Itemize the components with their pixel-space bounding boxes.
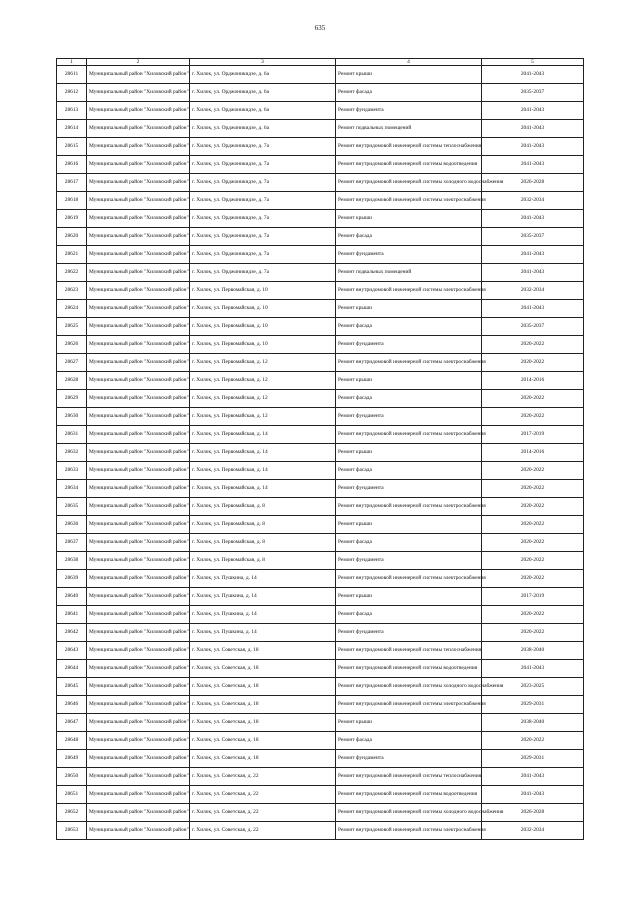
address-cell: г. Хилок, ул. Орджоникидзе, д. 7а: [190, 210, 336, 228]
work-type-cell: Ремонт фасада: [336, 606, 482, 624]
municipality-cell: Муниципальный район "Хиловский район": [87, 552, 190, 570]
row-number: 28612: [57, 84, 87, 102]
table-row: [57, 606, 584, 624]
work-type-cell: Ремонт крыши: [336, 714, 482, 732]
row-number: 28619: [57, 210, 87, 228]
address-cell: г. Хилок, ул. Первомайская, д. 8: [190, 552, 336, 570]
period-cell: 2041-2043: [482, 264, 584, 282]
address-cell: г. Хилок, ул. Пушкина, д. 14: [190, 588, 336, 606]
period-cell: 2020-2022: [482, 480, 584, 498]
address-cell: г. Хилок, ул. Советская, д. 18: [190, 750, 336, 768]
period-cell: 2023-2025: [482, 678, 584, 696]
row-number: 28628: [57, 372, 87, 390]
address-cell: г. Хилок, ул. Советская, д. 22: [190, 768, 336, 786]
address-cell: г. Хилок, ул. Орджоникидзе, д. 6а: [190, 120, 336, 138]
table-row: [57, 498, 584, 516]
address-cell: г. Хилок, ул. Орджоникидзе, д. 7а: [190, 264, 336, 282]
row-number: 28613: [57, 102, 87, 120]
address-cell: г. Хилок, ул. Первомайская, д. 10: [190, 336, 336, 354]
municipality-cell: Муниципальный район "Хиловский район": [87, 678, 190, 696]
work-type-cell: Ремонт фасада: [336, 318, 482, 336]
row-number: 28621: [57, 246, 87, 264]
municipality-cell: Муниципальный район "Хиловский район": [87, 822, 190, 840]
period-cell: 2041-2043: [482, 138, 584, 156]
work-type-cell: Ремонт фундамента: [336, 750, 482, 768]
period-cell: 2029-2031: [482, 750, 584, 768]
period-cell: 2032-2034: [482, 192, 584, 210]
work-type-cell: Ремонт фасада: [336, 390, 482, 408]
period-cell: 2041-2043: [482, 210, 584, 228]
period-cell: 2020-2022: [482, 534, 584, 552]
work-type-cell: Ремонт крыши: [336, 372, 482, 390]
municipality-cell: Муниципальный район "Хиловский район": [87, 462, 190, 480]
period-cell: 2035-2037: [482, 318, 584, 336]
municipality-cell: Муниципальный район "Хиловский район": [87, 156, 190, 174]
municipality-cell: Муниципальный район "Хиловский район": [87, 390, 190, 408]
municipality-cell: Муниципальный район "Хиловский район": [87, 660, 190, 678]
address-cell: г. Хилок, ул. Советская, д. 18: [190, 660, 336, 678]
work-type-cell: Ремонт внутридомовой инженерной системы водоотведения: [336, 156, 482, 174]
row-number: 28636: [57, 516, 87, 534]
address-cell: г. Хилок, ул. Орджоникидзе, д. 6а: [190, 102, 336, 120]
table-row: [57, 318, 584, 336]
municipality-cell: Муниципальный район "Хиловский район": [87, 498, 190, 516]
address-cell: г. Хилок, ул. Первомайская, д. 14: [190, 480, 336, 498]
municipality-cell: Муниципальный район "Хиловский район": [87, 246, 190, 264]
municipality-cell: Муниципальный район "Хиловский район": [87, 318, 190, 336]
period-cell: 2035-2037: [482, 84, 584, 102]
address-cell: г. Хилок, ул. Советская, д. 22: [190, 804, 336, 822]
work-type-cell: Ремонт внутридомовой инженерной системы электроснабжения: [336, 354, 482, 372]
address-cell: г. Хилок, ул. Орджоникидзе, д. 6а: [190, 66, 336, 84]
row-number: 28635: [57, 498, 87, 516]
address-cell: г. Хилок, ул. Первомайская, д. 10: [190, 282, 336, 300]
table-row: [57, 804, 584, 822]
table-row: [57, 750, 584, 768]
table-row: [57, 156, 584, 174]
period-cell: 2020-2022: [482, 462, 584, 480]
period-cell: 2020-2022: [482, 336, 584, 354]
table-row: [57, 714, 584, 732]
work-type-cell: Ремонт крыши: [336, 210, 482, 228]
address-cell: г. Хилок, ул. Первомайская, д. 12: [190, 390, 336, 408]
municipality-cell: Муниципальный район "Хиловский район": [87, 804, 190, 822]
period-cell: 2020-2022: [482, 570, 584, 588]
table-header-row: [57, 59, 584, 66]
municipality-cell: Муниципальный район "Хиловский район": [87, 642, 190, 660]
municipality-cell: Муниципальный район "Хиловский район": [87, 516, 190, 534]
table-row: [57, 534, 584, 552]
municipality-cell: Муниципальный район "Хиловский район": [87, 588, 190, 606]
row-number: 28627: [57, 354, 87, 372]
period-cell: 2032-2034: [482, 282, 584, 300]
municipality-cell: Муниципальный район "Хиловский район": [87, 138, 190, 156]
address-cell: г. Хилок, ул. Первомайская, д. 14: [190, 462, 336, 480]
row-number: 28639: [57, 570, 87, 588]
work-type-cell: Ремонт внутридомовой инженерной системы теплоснабжения: [336, 642, 482, 660]
row-number: 28647: [57, 714, 87, 732]
municipality-cell: Муниципальный район "Хиловский район": [87, 228, 190, 246]
table-row: [57, 336, 584, 354]
period-cell: 2020-2022: [482, 552, 584, 570]
table-row: [57, 624, 584, 642]
work-type-cell: Ремонт внутридомовой инженерной системы электроснабжения: [336, 426, 482, 444]
period-cell: 2038-2040: [482, 714, 584, 732]
table-row: [57, 768, 584, 786]
row-number: 28626: [57, 336, 87, 354]
period-cell: 2041-2043: [482, 246, 584, 264]
row-number: 28637: [57, 534, 87, 552]
work-type-cell: Ремонт внутридомовой инженерной системы электроснабжения: [336, 822, 482, 840]
period-cell: 2026-2028: [482, 804, 584, 822]
table-row: [57, 786, 584, 804]
address-cell: г. Хилок, ул. Орджоникидзе, д. 7а: [190, 174, 336, 192]
address-cell: г. Хилок, ул. Пушкина, д. 14: [190, 624, 336, 642]
row-number: 28641: [57, 606, 87, 624]
work-type-cell: Ремонт крыши: [336, 516, 482, 534]
address-cell: г. Хилок, ул. Пушкина, д. 14: [190, 606, 336, 624]
row-number: 28646: [57, 696, 87, 714]
row-number: 28614: [57, 120, 87, 138]
row-number: 28616: [57, 156, 87, 174]
row-number: 28653: [57, 822, 87, 840]
table-row: [57, 174, 584, 192]
period-cell: 2041-2043: [482, 156, 584, 174]
municipality-cell: Муниципальный район "Хиловский район": [87, 300, 190, 318]
municipality-cell: Муниципальный район "Хиловский район": [87, 174, 190, 192]
period-cell: 2020-2022: [482, 624, 584, 642]
column-header-municipality: 2: [87, 59, 190, 66]
column-header-work-type: 4: [336, 59, 482, 66]
work-type-cell: Ремонт внутридомовой инженерной системы электроснабжения: [336, 570, 482, 588]
address-cell: г. Хилок, ул. Орджоникидзе, д. 7а: [190, 156, 336, 174]
municipality-cell: Муниципальный район "Хиловский район": [87, 768, 190, 786]
table-row: [57, 300, 584, 318]
table-row: [57, 192, 584, 210]
municipality-cell: Муниципальный район "Хиловский район": [87, 570, 190, 588]
work-type-cell: Ремонт внутридомовой инженерной системы холодного водоснабжения: [336, 174, 482, 192]
table-row: [57, 678, 584, 696]
work-type-cell: Ремонт фундамента: [336, 624, 482, 642]
period-cell: 2041-2043: [482, 300, 584, 318]
municipality-cell: Муниципальный район "Хиловский район": [87, 120, 190, 138]
period-cell: 2020-2022: [482, 606, 584, 624]
row-number: 28631: [57, 426, 87, 444]
work-type-cell: Ремонт внутридомовой инженерной системы электроснабжения: [336, 498, 482, 516]
municipality-cell: Муниципальный район "Хиловский район": [87, 354, 190, 372]
address-cell: г. Хилок, ул. Советская, д. 18: [190, 732, 336, 750]
work-type-cell: Ремонт фундамента: [336, 336, 482, 354]
address-cell: г. Хилок, ул. Первомайская, д. 8: [190, 534, 336, 552]
work-type-cell: Ремонт фундамента: [336, 246, 482, 264]
municipality-cell: Муниципальный район "Хиловский район": [87, 372, 190, 390]
table-row: [57, 138, 584, 156]
table-row: [57, 426, 584, 444]
municipality-cell: Муниципальный район "Хиловский район": [87, 624, 190, 642]
table-row: [57, 822, 584, 840]
municipality-cell: Муниципальный район "Хиловский район": [87, 336, 190, 354]
address-cell: г. Хилок, ул. Орджоникидзе, д. 6а: [190, 84, 336, 102]
table-row: [57, 228, 584, 246]
work-type-cell: Ремонт внутридомовой инженерной системы теплоснабжения: [336, 138, 482, 156]
row-number: 28617: [57, 174, 87, 192]
period-cell: 2014-2016: [482, 444, 584, 462]
address-cell: г. Хилок, ул. Орджоникидзе, д. 7а: [190, 228, 336, 246]
municipality-cell: Муниципальный район "Хиловский район": [87, 66, 190, 84]
table-row: [57, 120, 584, 138]
period-cell: 2041-2043: [482, 768, 584, 786]
column-header-address: 3: [190, 59, 336, 66]
work-type-cell: Ремонт фасада: [336, 84, 482, 102]
period-cell: 2041-2043: [482, 660, 584, 678]
row-number: 28629: [57, 390, 87, 408]
row-number: 28643: [57, 642, 87, 660]
page-number: 635: [314, 24, 326, 32]
work-type-cell: Ремонт фасада: [336, 534, 482, 552]
row-number: 28649: [57, 750, 87, 768]
address-cell: г. Хилок, ул. Первомайская, д. 12: [190, 408, 336, 426]
table-row: [57, 372, 584, 390]
work-type-cell: Ремонт фундамента: [336, 102, 482, 120]
municipality-cell: Муниципальный район "Хиловский район": [87, 444, 190, 462]
work-type-cell: Ремонт фасада: [336, 228, 482, 246]
work-type-cell: Ремонт внутридомовой инженерной системы электроснабжения: [336, 192, 482, 210]
table-row: [57, 66, 584, 84]
municipality-cell: Муниципальный район "Хиловский район": [87, 606, 190, 624]
row-number: 28644: [57, 660, 87, 678]
municipality-cell: Муниципальный район "Хиловский район": [87, 282, 190, 300]
work-type-cell: Ремонт фундамента: [336, 480, 482, 498]
municipality-cell: Муниципальный район "Хиловский район": [87, 534, 190, 552]
work-type-cell: Ремонт внутридомовой инженерной системы холодного водоснабжения: [336, 804, 482, 822]
table-row: [57, 516, 584, 534]
period-cell: 2020-2022: [482, 408, 584, 426]
period-cell: 2020-2022: [482, 354, 584, 372]
row-number: 28645: [57, 678, 87, 696]
table-row: [57, 246, 584, 264]
municipality-cell: Муниципальный район "Хиловский район": [87, 480, 190, 498]
work-type-cell: Ремонт внутридомовой инженерной системы холодного водоснабжения: [336, 678, 482, 696]
work-type-cell: Ремонт внутридомовой инженерной системы электроснабжения: [336, 696, 482, 714]
row-number: 28623: [57, 282, 87, 300]
table-row: [57, 732, 584, 750]
table-row: [57, 282, 584, 300]
row-number: 28634: [57, 480, 87, 498]
period-cell: 2038-2040: [482, 642, 584, 660]
address-cell: г. Хилок, ул. Орджоникидзе, д. 7а: [190, 246, 336, 264]
municipality-cell: Муниципальный район "Хиловский район": [87, 408, 190, 426]
address-cell: г. Хилок, ул. Первомайская, д. 8: [190, 516, 336, 534]
table-row: [57, 552, 584, 570]
table-row: [57, 570, 584, 588]
work-type-cell: Ремонт внутридомовой инженерной системы теплоснабжения: [336, 768, 482, 786]
address-cell: г. Хилок, ул. Советская, д. 18: [190, 642, 336, 660]
period-cell: 2035-2037: [482, 228, 584, 246]
work-type-cell: Ремонт внутридомовой инженерной системы электроснабжения: [336, 282, 482, 300]
address-cell: г. Хилок, ул. Орджоникидзе, д. 7а: [190, 192, 336, 210]
period-cell: 2041-2043: [482, 66, 584, 84]
municipality-cell: Муниципальный район "Хиловский район": [87, 210, 190, 228]
period-cell: 2020-2022: [482, 516, 584, 534]
work-type-cell: Ремонт крыши: [336, 66, 482, 84]
column-header-number: 1: [57, 59, 87, 66]
period-cell: 2020-2022: [482, 498, 584, 516]
work-type-cell: Ремонт фундамента: [336, 552, 482, 570]
table-row: [57, 390, 584, 408]
address-cell: г. Хилок, ул. Первомайская, д. 12: [190, 354, 336, 372]
municipality-cell: Муниципальный район "Хиловский район": [87, 102, 190, 120]
period-cell: 2017-2019: [482, 426, 584, 444]
period-cell: 2020-2022: [482, 390, 584, 408]
work-type-cell: Ремонт внутридомовой инженерной системы водоотведения: [336, 660, 482, 678]
row-number: 28640: [57, 588, 87, 606]
work-type-cell: Ремонт фасада: [336, 732, 482, 750]
table-row: [57, 588, 584, 606]
address-cell: г. Хилок, ул. Первомайская, д. 14: [190, 444, 336, 462]
table-row: [57, 642, 584, 660]
address-cell: г. Хилок, ул. Советская, д. 18: [190, 678, 336, 696]
address-cell: г. Хилок, ул. Первомайская, д. 10: [190, 300, 336, 318]
work-type-cell: Ремонт крыши: [336, 300, 482, 318]
address-cell: г. Хилок, ул. Первомайская, д. 12: [190, 372, 336, 390]
row-number: 28630: [57, 408, 87, 426]
work-type-cell: Ремонт фасада: [336, 462, 482, 480]
row-number: 28625: [57, 318, 87, 336]
address-cell: г. Хилок, ул. Советская, д. 18: [190, 714, 336, 732]
work-type-cell: Ремонт внутридомовой инженерной системы водоотведения: [336, 786, 482, 804]
address-cell: г. Хилок, ул. Первомайская, д. 8: [190, 498, 336, 516]
municipality-cell: Муниципальный район "Хиловский район": [87, 786, 190, 804]
row-number: 28620: [57, 228, 87, 246]
work-type-cell: Ремонт подвальных помещений: [336, 120, 482, 138]
row-number: 28652: [57, 804, 87, 822]
column-header-period: 5: [482, 59, 584, 66]
municipality-cell: Муниципальный район "Хиловский район": [87, 426, 190, 444]
row-number: 28615: [57, 138, 87, 156]
municipality-cell: Муниципальный район "Хиловский район": [87, 264, 190, 282]
period-cell: 2029-2031: [482, 696, 584, 714]
table-row: [57, 462, 584, 480]
table-row: [57, 84, 584, 102]
period-cell: 2041-2043: [482, 120, 584, 138]
table-row: [57, 444, 584, 462]
municipality-cell: Муниципальный район "Хиловский район": [87, 750, 190, 768]
address-cell: г. Хилок, ул. Первомайская, д. 14: [190, 426, 336, 444]
period-cell: 2017-2019: [482, 588, 584, 606]
table-row: [57, 408, 584, 426]
address-cell: г. Хилок, ул. Советская, д. 18: [190, 696, 336, 714]
address-cell: г. Хилок, ул. Орджоникидзе, д. 7а: [190, 138, 336, 156]
table-row: [57, 210, 584, 228]
address-cell: г. Хилок, ул. Советская, д. 22: [190, 822, 336, 840]
row-number: 28638: [57, 552, 87, 570]
work-type-cell: Ремонт подвальных помещений: [336, 264, 482, 282]
row-number: 28633: [57, 462, 87, 480]
row-number: 28632: [57, 444, 87, 462]
table-row: [57, 696, 584, 714]
repair-schedule-table: [56, 58, 584, 840]
table-row: [57, 480, 584, 498]
row-number: 28650: [57, 768, 87, 786]
period-cell: 2041-2043: [482, 786, 584, 804]
row-number: 28622: [57, 264, 87, 282]
row-number: 28624: [57, 300, 87, 318]
address-cell: г. Хилок, ул. Пушкина, д. 14: [190, 570, 336, 588]
work-type-cell: Ремонт крыши: [336, 588, 482, 606]
work-type-cell: Ремонт крыши: [336, 444, 482, 462]
municipality-cell: Муниципальный район "Хиловский район": [87, 192, 190, 210]
row-number: 28648: [57, 732, 87, 750]
table-row: [57, 660, 584, 678]
address-cell: г. Хилок, ул. Первомайская, д. 10: [190, 318, 336, 336]
period-cell: 2032-2034: [482, 822, 584, 840]
municipality-cell: Муниципальный район "Хиловский район": [87, 714, 190, 732]
period-cell: 2026-2028: [482, 174, 584, 192]
row-number: 28618: [57, 192, 87, 210]
work-type-cell: Ремонт фундамента: [336, 408, 482, 426]
row-number: 28611: [57, 66, 87, 84]
table-row: [57, 102, 584, 120]
table-row: [57, 264, 584, 282]
address-cell: г. Хилок, ул. Советская, д. 22: [190, 786, 336, 804]
municipality-cell: Муниципальный район "Хиловский район": [87, 696, 190, 714]
table-row: [57, 354, 584, 372]
period-cell: 2041-2043: [482, 102, 584, 120]
period-cell: 2014-2016: [482, 372, 584, 390]
row-number: 28642: [57, 624, 87, 642]
period-cell: 2020-2022: [482, 732, 584, 750]
row-number: 28651: [57, 786, 87, 804]
municipality-cell: Муниципальный район "Хиловский район": [87, 732, 190, 750]
municipality-cell: Муниципальный район "Хиловский район": [87, 84, 190, 102]
